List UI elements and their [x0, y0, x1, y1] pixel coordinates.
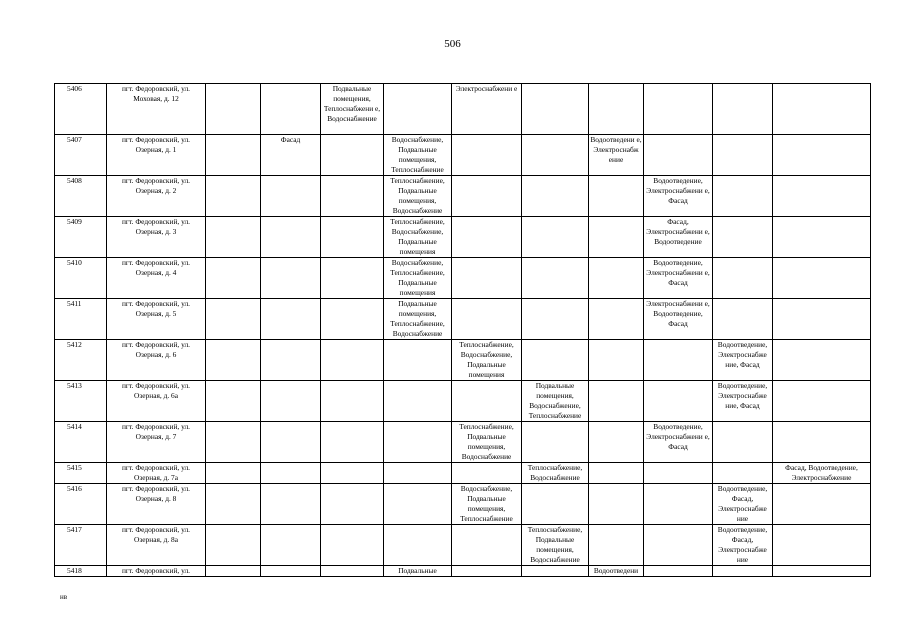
- address-cell: пгт. Федоровский, ул. Озерная, д. 5: [107, 299, 206, 340]
- work-type-cell: Водоснабжение, Подвальные помещения, Теплоснабжение: [384, 135, 452, 176]
- work-type-cell: [321, 381, 384, 422]
- work-type-cell: [384, 484, 452, 525]
- work-type-cell: Теплоснабжение, Водоснабжение, Подвальные помещения: [384, 217, 452, 258]
- work-type-cell: Фасад, Электроснабжени е, Водоотведение: [644, 217, 713, 258]
- work-type-cell: [713, 258, 773, 299]
- row-number-cell: 5412: [55, 340, 107, 381]
- work-type-cell: Водоснабжение, Теплоснабжение, Подвальные помещения: [384, 258, 452, 299]
- work-type-cell: Подвальные помещения, Теплоснабжение, Водоснабжение: [384, 299, 452, 340]
- work-type-cell: Теплоснабжение, Водоснабжение: [522, 463, 589, 484]
- work-type-cell: Подвальные: [384, 566, 452, 577]
- work-type-cell: [452, 135, 522, 176]
- work-type-cell: [261, 422, 321, 463]
- work-type-cell: [452, 566, 522, 577]
- table-row: [55, 84, 871, 135]
- table-row: [55, 566, 871, 577]
- work-type-cell: [452, 217, 522, 258]
- page-number: 506: [444, 38, 461, 50]
- table-row: [55, 381, 871, 422]
- address-cell: пгт. Федоровский, ул. Озерная, д. 3: [107, 217, 206, 258]
- work-type-cell: [452, 299, 522, 340]
- work-type-cell: [206, 217, 261, 258]
- table-body: [55, 84, 871, 577]
- work-type-cell: [452, 463, 522, 484]
- work-type-cell: [452, 176, 522, 217]
- work-type-cell: [589, 525, 644, 566]
- work-type-cell: [452, 381, 522, 422]
- schedule-table: [54, 83, 871, 577]
- table-row: [55, 299, 871, 340]
- work-type-cell: [589, 217, 644, 258]
- work-type-cell: [773, 84, 871, 135]
- address-cell: пгт. Федоровский, ул. Озерная, д. 7: [107, 422, 206, 463]
- work-type-cell: [384, 422, 452, 463]
- work-type-cell: [644, 525, 713, 566]
- work-type-cell: [384, 463, 452, 484]
- work-type-cell: [206, 566, 261, 577]
- address-cell: пгт. Федоровский, ул. Озерная, д. 7а: [107, 463, 206, 484]
- address-cell: пгт. Федоровский, ул. Озерная, д. 6а: [107, 381, 206, 422]
- work-type-cell: [321, 463, 384, 484]
- row-number-cell: 5406: [55, 84, 107, 135]
- work-type-cell: [261, 299, 321, 340]
- work-type-cell: [452, 258, 522, 299]
- work-type-cell: [773, 340, 871, 381]
- work-type-cell: [589, 299, 644, 340]
- work-type-cell: [522, 340, 589, 381]
- work-type-cell: [589, 84, 644, 135]
- work-type-cell: [713, 422, 773, 463]
- work-type-cell: [261, 217, 321, 258]
- work-type-cell: [384, 381, 452, 422]
- work-type-cell: [644, 135, 713, 176]
- address-cell: пгт. Федоровский, ул. Озерная, д. 2: [107, 176, 206, 217]
- work-type-cell: [522, 484, 589, 525]
- table-row: [55, 217, 871, 258]
- schedule-table-wrapper: [54, 83, 870, 575]
- work-type-cell: [522, 422, 589, 463]
- work-type-cell: [773, 484, 871, 525]
- work-type-cell: [261, 258, 321, 299]
- work-type-cell: [206, 340, 261, 381]
- work-type-cell: [206, 299, 261, 340]
- work-type-cell: Водоотведени: [589, 566, 644, 577]
- row-number-cell: 5411: [55, 299, 107, 340]
- work-type-cell: Электроснабжени е: [452, 84, 522, 135]
- work-type-cell: [321, 484, 384, 525]
- work-type-cell: [321, 340, 384, 381]
- work-type-cell: [713, 463, 773, 484]
- work-type-cell: [206, 176, 261, 217]
- table-row: [55, 340, 871, 381]
- work-type-cell: [522, 135, 589, 176]
- work-type-cell: Водоотведени е, Электроснабж ение: [589, 135, 644, 176]
- work-type-cell: [589, 381, 644, 422]
- row-number-cell: 5417: [55, 525, 107, 566]
- work-type-cell: [384, 84, 452, 135]
- work-type-cell: [713, 299, 773, 340]
- work-type-cell: [522, 566, 589, 577]
- work-type-cell: [773, 176, 871, 217]
- work-type-cell: Водоотведение, Фасад, Электроснабже ние: [713, 525, 773, 566]
- work-type-cell: [206, 381, 261, 422]
- work-type-cell: [261, 176, 321, 217]
- work-type-cell: Теплоснабжение, Подвальные помещения, Водоснабжение: [522, 525, 589, 566]
- address-cell: пгт. Федоровский, ул. Озерная, д. 8а: [107, 525, 206, 566]
- work-type-cell: [384, 525, 452, 566]
- work-type-cell: [261, 484, 321, 525]
- row-number-cell: 5409: [55, 217, 107, 258]
- work-type-cell: [522, 217, 589, 258]
- work-type-cell: [321, 135, 384, 176]
- work-type-cell: Водоотведение, Электроснабжени е, Фасад: [644, 176, 713, 217]
- address-cell: пгт. Федоровский, ул. Озерная, д. 8: [107, 484, 206, 525]
- work-type-cell: [644, 484, 713, 525]
- work-type-cell: [589, 340, 644, 381]
- table-row: [55, 258, 871, 299]
- row-number-cell: 5414: [55, 422, 107, 463]
- work-type-cell: Электроснабжени е, Водоотведение, Фасад: [644, 299, 713, 340]
- row-number-cell: 5413: [55, 381, 107, 422]
- work-type-cell: [589, 484, 644, 525]
- work-type-cell: [644, 463, 713, 484]
- work-type-cell: [384, 340, 452, 381]
- work-type-cell: [206, 463, 261, 484]
- table-row: [55, 176, 871, 217]
- table-row: [55, 422, 871, 463]
- work-type-cell: [522, 299, 589, 340]
- work-type-cell: Водоснабжение, Подвальные помещения, Теплоснабжение: [452, 484, 522, 525]
- row-number-cell: 5416: [55, 484, 107, 525]
- work-type-cell: [713, 84, 773, 135]
- work-type-cell: [321, 258, 384, 299]
- table-row: [55, 525, 871, 566]
- work-type-cell: [773, 381, 871, 422]
- work-type-cell: [773, 135, 871, 176]
- work-type-cell: Подвальные помещения, Водоснабжение, Теплоснабжение: [522, 381, 589, 422]
- work-type-cell: Водоотведение, Электроснабже ние, Фасад: [713, 381, 773, 422]
- work-type-cell: [644, 84, 713, 135]
- footer-mark: нв: [60, 593, 68, 601]
- work-type-cell: [773, 299, 871, 340]
- address-cell: пгт. Федоровский, ул. Моховая, д. 12: [107, 84, 206, 135]
- work-type-cell: [261, 340, 321, 381]
- work-type-cell: [773, 525, 871, 566]
- work-type-cell: [522, 84, 589, 135]
- work-type-cell: [713, 566, 773, 577]
- work-type-cell: Теплоснабжение, Подвальные помещения, Водоснабжение: [384, 176, 452, 217]
- table-row: [55, 135, 871, 176]
- work-type-cell: [261, 463, 321, 484]
- work-type-cell: [206, 135, 261, 176]
- work-type-cell: [206, 484, 261, 525]
- work-type-cell: Водоотведение, Электроснабжени е, Фасад: [644, 422, 713, 463]
- work-type-cell: Водоотведение, Электроснабже ние, Фасад: [713, 340, 773, 381]
- work-type-cell: Фасад, Водоотведение, Электроснабжение: [773, 463, 871, 484]
- work-type-cell: [773, 422, 871, 463]
- work-type-cell: [452, 525, 522, 566]
- work-type-cell: [773, 217, 871, 258]
- work-type-cell: [713, 176, 773, 217]
- work-type-cell: [589, 176, 644, 217]
- work-type-cell: [206, 422, 261, 463]
- work-type-cell: [589, 422, 644, 463]
- work-type-cell: [261, 84, 321, 135]
- work-type-cell: [522, 258, 589, 299]
- address-cell: пгт. Федоровский, ул. Озерная, д. 6: [107, 340, 206, 381]
- work-type-cell: [321, 176, 384, 217]
- work-type-cell: [589, 463, 644, 484]
- work-type-cell: Теплоснабжение, Подвальные помещения, Водоснабжение: [452, 422, 522, 463]
- work-type-cell: [206, 525, 261, 566]
- work-type-cell: [713, 135, 773, 176]
- work-type-cell: [522, 176, 589, 217]
- address-cell: пгт. Федоровский, ул. Озерная, д. 1: [107, 135, 206, 176]
- work-type-cell: Водоотведение, Фасад, Электроснабже ние: [713, 484, 773, 525]
- work-type-cell: [261, 566, 321, 577]
- work-type-cell: [773, 566, 871, 577]
- row-number-cell: 5415: [55, 463, 107, 484]
- work-type-cell: [713, 217, 773, 258]
- work-type-cell: [321, 299, 384, 340]
- table-row: [55, 463, 871, 484]
- work-type-cell: [644, 381, 713, 422]
- work-type-cell: [589, 258, 644, 299]
- work-type-cell: Теплоснабжение, Водоснабжение, Подвальные помещения: [452, 340, 522, 381]
- work-type-cell: [644, 566, 713, 577]
- table-row: [55, 484, 871, 525]
- row-number-cell: 5410: [55, 258, 107, 299]
- work-type-cell: [321, 566, 384, 577]
- row-number-cell: 5418: [55, 566, 107, 577]
- work-type-cell: [206, 258, 261, 299]
- work-type-cell: Подвальные помещения, Теплоснабжени е, Водоснабжение: [321, 84, 384, 135]
- row-number-cell: 5407: [55, 135, 107, 176]
- work-type-cell: Водоотведение, Электроснабжени е, Фасад: [644, 258, 713, 299]
- work-type-cell: [206, 84, 261, 135]
- work-type-cell: [321, 525, 384, 566]
- work-type-cell: [261, 381, 321, 422]
- address-cell: пгт. Федоровский, ул.: [107, 566, 206, 577]
- work-type-cell: Фасад: [261, 135, 321, 176]
- work-type-cell: [644, 340, 713, 381]
- work-type-cell: [321, 217, 384, 258]
- work-type-cell: [773, 258, 871, 299]
- row-number-cell: 5408: [55, 176, 107, 217]
- work-type-cell: [321, 422, 384, 463]
- work-type-cell: [261, 525, 321, 566]
- address-cell: пгт. Федоровский, ул. Озерная, д. 4: [107, 258, 206, 299]
